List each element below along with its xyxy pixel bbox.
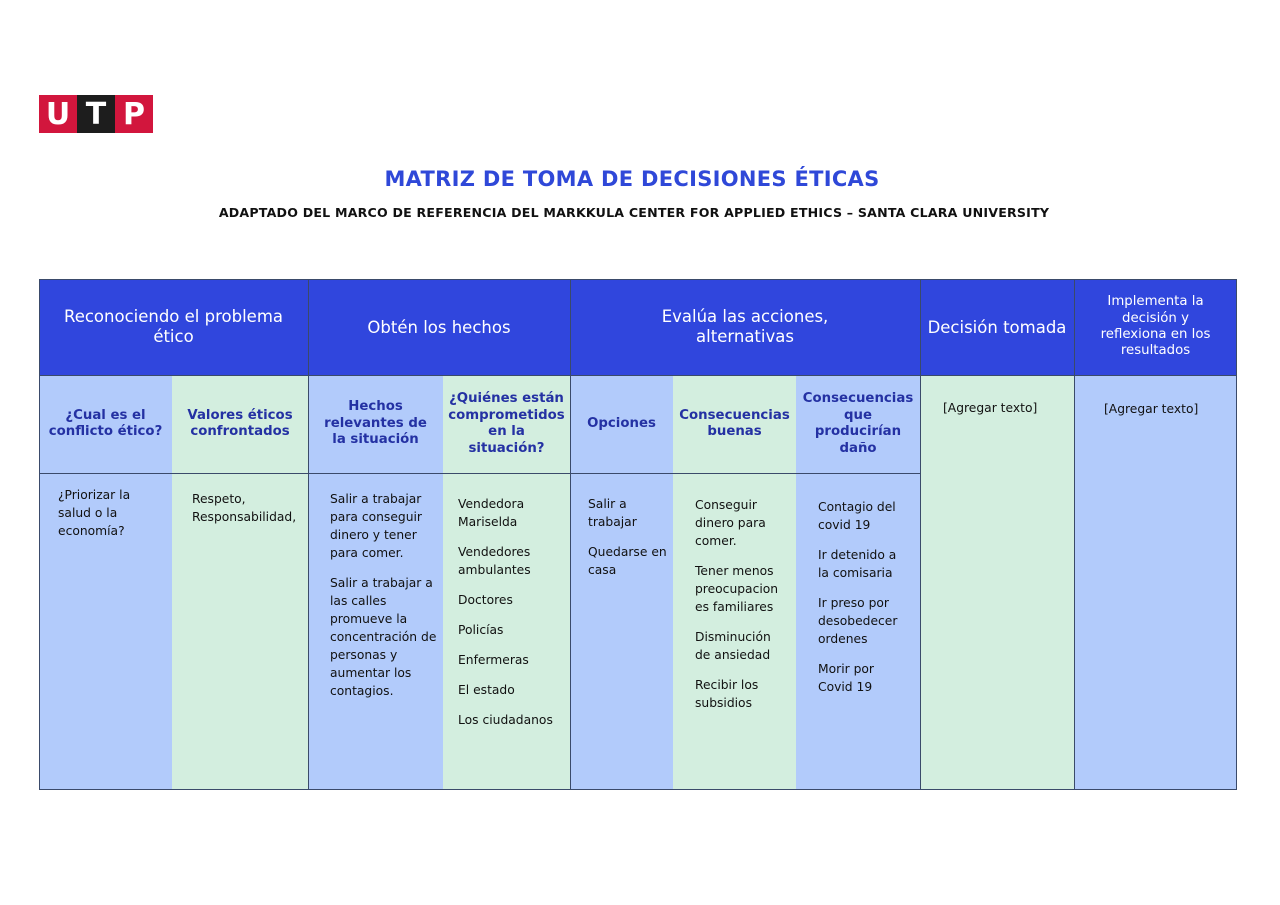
ethics-matrix: [39, 279, 1237, 790]
implementa-placeholder[interactable]: [Agregar texto]: [1104, 402, 1199, 416]
valores-text: Respeto, Responsabilidad,: [192, 492, 297, 524]
dano-item: Morir por Covid 19: [818, 662, 874, 694]
quienes-item: Policías: [458, 623, 504, 637]
column-divider: [308, 279, 309, 790]
page-title: MATRIZ DE TOMA DE DECISIONES ÉTICAS: [384, 167, 880, 191]
header-implementa: Implementa la decisión y reflexiona en los resultados: [1074, 279, 1237, 375]
column-divider: [570, 279, 571, 790]
utp-logo: [39, 95, 153, 133]
hechos-item: Salir a trabajar para conseguir dinero y tener para comer.: [330, 492, 422, 560]
subheader-quienes: ¿Quiénes están comprometidos en la situación?: [443, 375, 570, 473]
page-subtitle: ADAPTADO DEL MARCO DE REFERENCIA DEL MARKKULA CENTER FOR APPLIED ETHICS – SANTA CLARA UNIVERSITY: [218, 205, 1050, 220]
logo-letter-t: T: [77, 95, 115, 133]
hechos-item: Salir a trabajar a las calles promueve la concentración de personas y aumentar los contagios.: [330, 576, 437, 698]
body-opciones: [570, 473, 673, 790]
conflicto-text: ¿Priorizar la salud o la economía?: [58, 488, 131, 538]
body-hechos: [308, 473, 443, 790]
dano-item: Ir detenido a la comisaria: [818, 548, 897, 580]
subheader-buenas: Consecuencias buenas: [673, 375, 796, 473]
buenas-item: Tener menos preocupacion es familiares: [695, 564, 779, 614]
opciones-item: Salir a trabajar: [588, 497, 637, 529]
buenas-item: Recibir los subsidios: [695, 678, 759, 710]
body-dano: [796, 473, 920, 790]
body-quienes: [443, 473, 570, 790]
quienes-item: El estado: [458, 683, 515, 697]
body-conflicto: [39, 473, 172, 790]
body-buenas: [673, 473, 796, 790]
column-divider: [1074, 279, 1075, 790]
implementa-cell[interactable]: [1074, 375, 1237, 790]
border-left: [39, 279, 40, 790]
header-obten: Obtén los hechos: [308, 279, 570, 375]
quienes-item: Vendedores ambulantes: [458, 545, 531, 577]
logo-letter-p: P: [115, 95, 153, 133]
quienes-item: Doctores: [458, 593, 513, 607]
quienes-item: Los ciudadanos: [458, 713, 553, 727]
border-bottom: [39, 789, 1237, 790]
dano-item: Contagio del covid 19: [818, 500, 896, 532]
column-divider: [920, 279, 921, 790]
header-reconociendo: Reconociendo el problema ético: [39, 279, 308, 375]
header-decision: Decisión tomada: [920, 279, 1074, 375]
body-valores: [172, 473, 308, 790]
opciones-item: Quedarse en casa: [588, 545, 667, 577]
subheader-hechos: Hechos relevantes de la situación: [308, 375, 443, 473]
buenas-item: Conseguir dinero para comer.: [695, 498, 766, 548]
subheader-opciones: Opciones: [570, 375, 673, 473]
row-divider: [39, 473, 920, 474]
border-top: [39, 279, 1237, 280]
buenas-item: Disminución de ansiedad: [695, 630, 771, 662]
logo-letter-u: U: [39, 95, 77, 133]
decision-cell[interactable]: [920, 375, 1074, 790]
dano-item: Ir preso por desobedecer ordenes: [818, 596, 898, 646]
decision-placeholder[interactable]: [Agregar texto]: [943, 401, 1038, 415]
border-right: [1236, 279, 1237, 790]
quienes-item: Enfermeras: [458, 653, 529, 667]
subheader-dano: Consecuencias que producirían daño: [796, 375, 920, 473]
row-divider: [39, 375, 1237, 376]
header-evalua: Evalúa las acciones, alternativas: [570, 279, 920, 375]
quienes-item: Vendedora Mariselda: [458, 497, 525, 529]
subheader-valores: Valores éticos confrontados: [172, 375, 308, 473]
subheader-conflicto: ¿Cual es el conflicto ético?: [39, 375, 172, 473]
